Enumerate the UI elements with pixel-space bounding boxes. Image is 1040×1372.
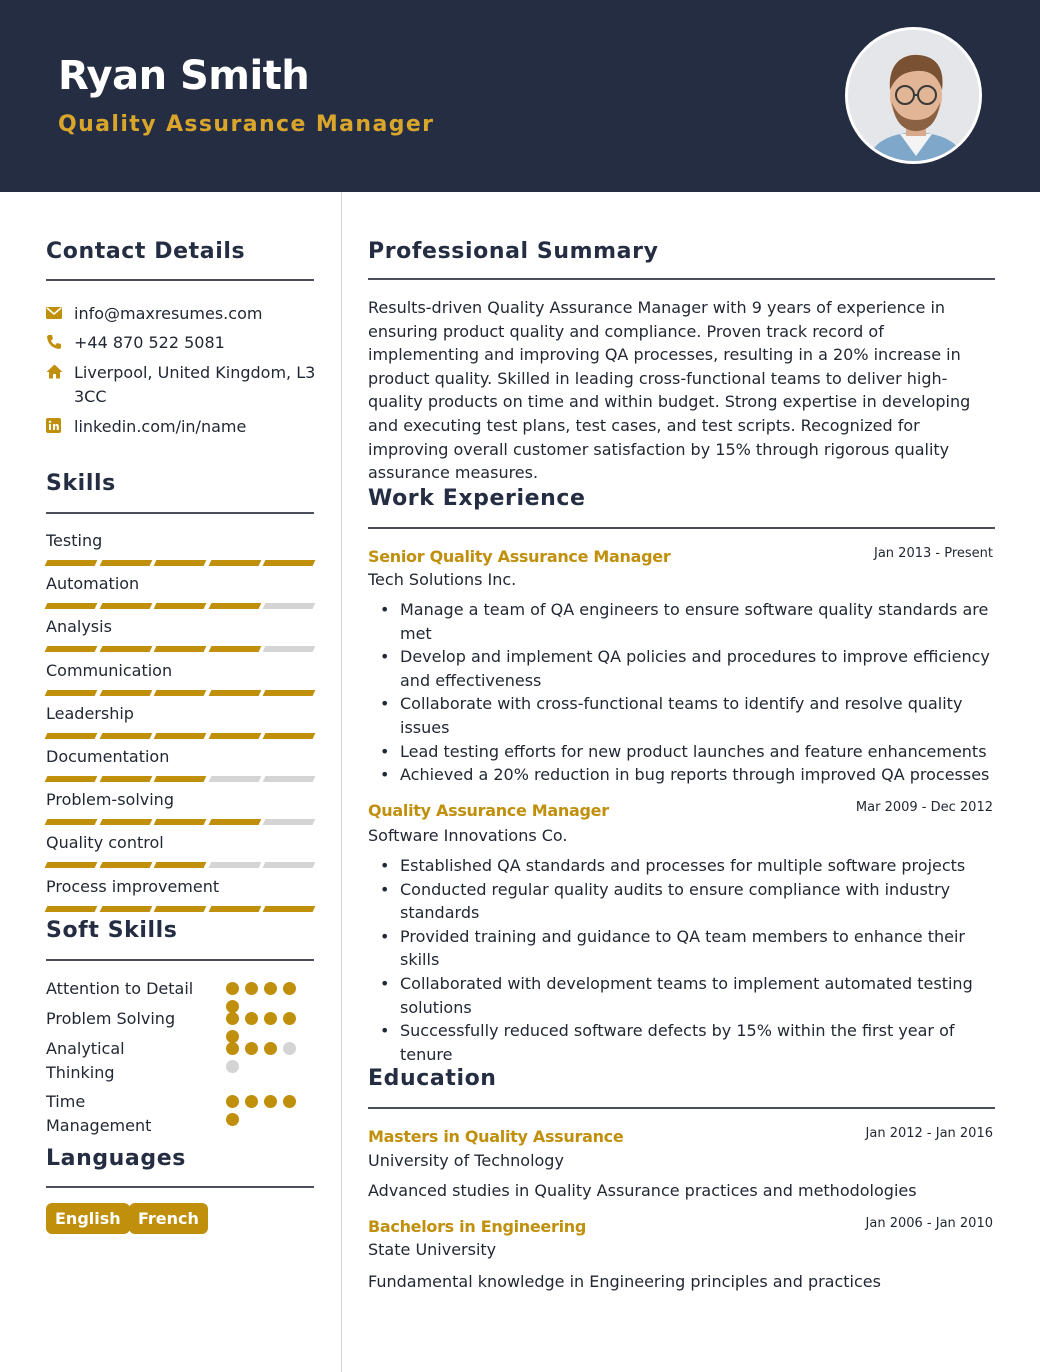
degree-date: Jan 2012 - Jan 2016 [865, 1126, 993, 1141]
skill-level-bar [46, 819, 314, 825]
rating-dot [226, 1060, 239, 1073]
bullet-item: • Lead testing efforts for new product launches and feature enhancements [368, 740, 998, 764]
skill-level-bar [46, 776, 314, 782]
skill-level-segment [208, 690, 260, 696]
skill-level-segment [208, 733, 260, 739]
soft-skill-label: Time Management [46, 1092, 152, 1135]
job-title: Senior Quality Assurance Manager [368, 547, 671, 566]
rating-dot [226, 982, 239, 995]
summary-heading: Professional Summary [368, 239, 659, 264]
skill-level-segment [45, 862, 97, 868]
rating-dot [283, 1095, 296, 1108]
job-date: Jan 2013 - Present [874, 546, 993, 561]
skill-label: Problem-solving [46, 790, 174, 810]
rating-dot [226, 1095, 239, 1108]
bullet-item: • Successfully reduced software defects by 15% within the first year of tenure [368, 1019, 998, 1066]
skill-level-segment [263, 776, 315, 782]
skill-level-segment [208, 862, 260, 868]
education-heading: Education [368, 1066, 497, 1091]
languages-heading: Languages [46, 1146, 186, 1171]
skill-label: Automation [46, 574, 140, 594]
skill-level-segment [263, 646, 315, 652]
skill-level-segment [263, 819, 315, 825]
skill-level-segment [208, 646, 260, 652]
rating-dot [264, 982, 277, 995]
skill-level-segment [45, 646, 97, 652]
envelope-icon [46, 302, 74, 324]
soft-skill-label: Attention to Detail [46, 979, 194, 998]
job-bullets [368, 598, 998, 787]
soft-skill-rating [226, 1012, 306, 1043]
rating-dot [264, 1095, 277, 1108]
skill-level-segment [99, 646, 151, 652]
skill-level-segment [208, 776, 260, 782]
soft-skills-rule [46, 959, 314, 961]
experience-heading: Work Experience [368, 486, 586, 511]
skill-level-segment [154, 862, 206, 868]
education-rule [368, 1107, 995, 1109]
degree-title: Bachelors in Engineering [368, 1217, 586, 1236]
job-company: Tech Solutions Inc. [368, 570, 517, 589]
experience-rule [368, 527, 995, 529]
language-badge: French [129, 1203, 208, 1234]
skill-level-segment [45, 906, 97, 912]
rating-dot [264, 1012, 277, 1025]
candidate-title: Quality Assurance Manager [58, 112, 435, 137]
rating-dot [226, 1012, 239, 1025]
bullet-item: • Collaborated with development teams to implement automated testing solutions [368, 972, 998, 1019]
degree-title: Masters in Quality Assurance [368, 1127, 624, 1146]
soft-skill-label: Problem Solving [46, 1009, 176, 1028]
skill-label: Leadership [46, 703, 134, 723]
home-icon [46, 361, 74, 383]
bullet-item: • Manage a team of QA engineers to ensure software quality standards are met [368, 598, 998, 645]
skill-level-segment [99, 733, 151, 739]
skill-level-segment [154, 690, 206, 696]
skill-label: Documentation [46, 747, 170, 766]
skill-level-segment [45, 690, 97, 696]
skill-level-segment [263, 906, 315, 912]
skill-level-segment [263, 862, 315, 868]
skill-level-segment [154, 560, 206, 566]
contact-email[interactable] [46, 302, 316, 326]
rating-dot [283, 982, 296, 995]
resume-header [0, 0, 1040, 192]
job-title: Quality Assurance Manager [368, 801, 609, 820]
skill-level-segment [263, 603, 315, 609]
skill-level-bar [46, 646, 314, 652]
skill-level-bar [46, 733, 314, 739]
skill-level-segment [263, 560, 315, 566]
skill-label: Communication [46, 660, 173, 680]
skill-level-segment [45, 776, 97, 782]
skill-level-segment [154, 603, 206, 609]
contact-address-text: Liverpool, United Kingdom, L3 3CC [74, 363, 316, 406]
skill-level-segment [154, 906, 206, 912]
contact-linkedin-text: linkedin.com/in/name [74, 417, 247, 436]
rating-dot [245, 1012, 258, 1025]
soft-skill-rating [226, 982, 306, 1013]
skill-level-segment [99, 560, 151, 566]
skill-level-segment [154, 733, 206, 739]
skills-heading: Skills [46, 471, 116, 496]
skill-level-bar [46, 690, 314, 696]
bullet-item: • Achieved a 20% reduction in bug reports through improved QA processes [368, 763, 998, 787]
rating-dot [245, 1042, 258, 1055]
summary-rule [368, 278, 995, 280]
skill-level-segment [45, 560, 97, 566]
skill-label: Process improvement [46, 876, 220, 896]
degree-description: Advanced studies in Quality Assurance practices and methodologies [368, 1181, 917, 1200]
rating-dot [283, 1012, 296, 1025]
skill-level-segment [154, 776, 206, 782]
contact-email-text: info@maxresumes.com [74, 304, 263, 323]
linkedin-icon [46, 415, 74, 437]
rating-dot [245, 1095, 258, 1108]
skill-level-segment [208, 560, 260, 566]
skill-level-segment [208, 819, 260, 825]
skill-level-segment [154, 646, 206, 652]
skill-label: Analysis [46, 617, 112, 637]
skill-label: Testing [46, 531, 103, 550]
rating-dot [226, 1042, 239, 1055]
bullet-item: • Conducted regular quality audits to ensure compliance with industry standards [368, 878, 998, 925]
bullet-item: • Established QA standards and processes for multiple software projects [368, 854, 998, 878]
skill-level-segment [208, 906, 260, 912]
contact-address [46, 361, 316, 409]
skill-level-segment [99, 862, 151, 868]
skill-level-segment [99, 603, 151, 609]
contact-phone[interactable] [46, 331, 316, 355]
skill-level-segment [45, 733, 97, 739]
contact-rule [46, 279, 314, 281]
skill-level-segment [99, 819, 151, 825]
skill-level-bar [46, 906, 314, 912]
contact-heading: Contact Details [46, 239, 246, 264]
languages-rule [46, 1186, 314, 1188]
degree-date: Jan 2006 - Jan 2010 [865, 1216, 993, 1231]
soft-skill-rating [226, 1042, 306, 1073]
skill-level-segment [99, 906, 151, 912]
soft-skill-rating [226, 1095, 306, 1126]
candidate-name: Ryan Smith [58, 53, 310, 99]
rating-dot [264, 1042, 277, 1055]
skill-level-bar [46, 603, 314, 609]
profile-photo [845, 27, 982, 164]
bullet-item: • Collaborate with cross-functional teams to identify and resolve quality issues [368, 692, 998, 739]
summary-text: Results-driven Quality Assurance Manager with 9 years of experience in ensuring product quality and compliance. Proven track record of implementing and improving QA processes, resulting in a 20% increase in product quality. Skilled in leading cross-functional teams to deliver high-quality products on time and within budget. Strong expertise in developing and executing test plans, test cases, and test scripts. Recognized for improving overall customer satisfaction by 15% through rigorous quality assurance measures. [368, 298, 971, 483]
school-name: State University [368, 1240, 497, 1259]
school-name: University of Technology [368, 1151, 564, 1170]
soft-skills-heading: Soft Skills [46, 918, 178, 943]
phone-icon [46, 331, 74, 354]
skill-level-segment [99, 776, 151, 782]
rating-dot [283, 1042, 296, 1055]
rating-dot [226, 1113, 239, 1126]
column-divider [341, 192, 342, 1372]
job-date: Mar 2009 - Dec 2012 [855, 800, 993, 815]
job-bullets [368, 854, 998, 1066]
skill-level-segment [263, 690, 315, 696]
job-company: Software Innovations Co. [368, 826, 568, 845]
skill-level-segment [45, 819, 97, 825]
rating-dot [245, 982, 258, 995]
contact-linkedin[interactable] [46, 415, 316, 439]
soft-skill-label: Analytical Thinking [46, 1039, 125, 1082]
skill-level-segment [45, 603, 97, 609]
bullet-item: • Develop and implement QA policies and procedures to improve efficiency and effectiveness [368, 645, 998, 692]
skill-label: Quality control [46, 833, 164, 853]
contact-phone-text: +44 870 522 5081 [74, 333, 225, 352]
skill-level-segment [263, 733, 315, 739]
skills-rule [46, 512, 314, 514]
language-badge: English [46, 1203, 130, 1234]
bullet-item: • Provided training and guidance to QA team members to enhance their skills [368, 925, 998, 972]
skill-level-bar [46, 560, 314, 566]
skill-level-segment [99, 690, 151, 696]
skill-level-segment [208, 603, 260, 609]
skill-level-segment [154, 819, 206, 825]
skill-level-bar [46, 862, 314, 868]
degree-description: Fundamental knowledge in Engineering principles and practices [368, 1272, 881, 1291]
